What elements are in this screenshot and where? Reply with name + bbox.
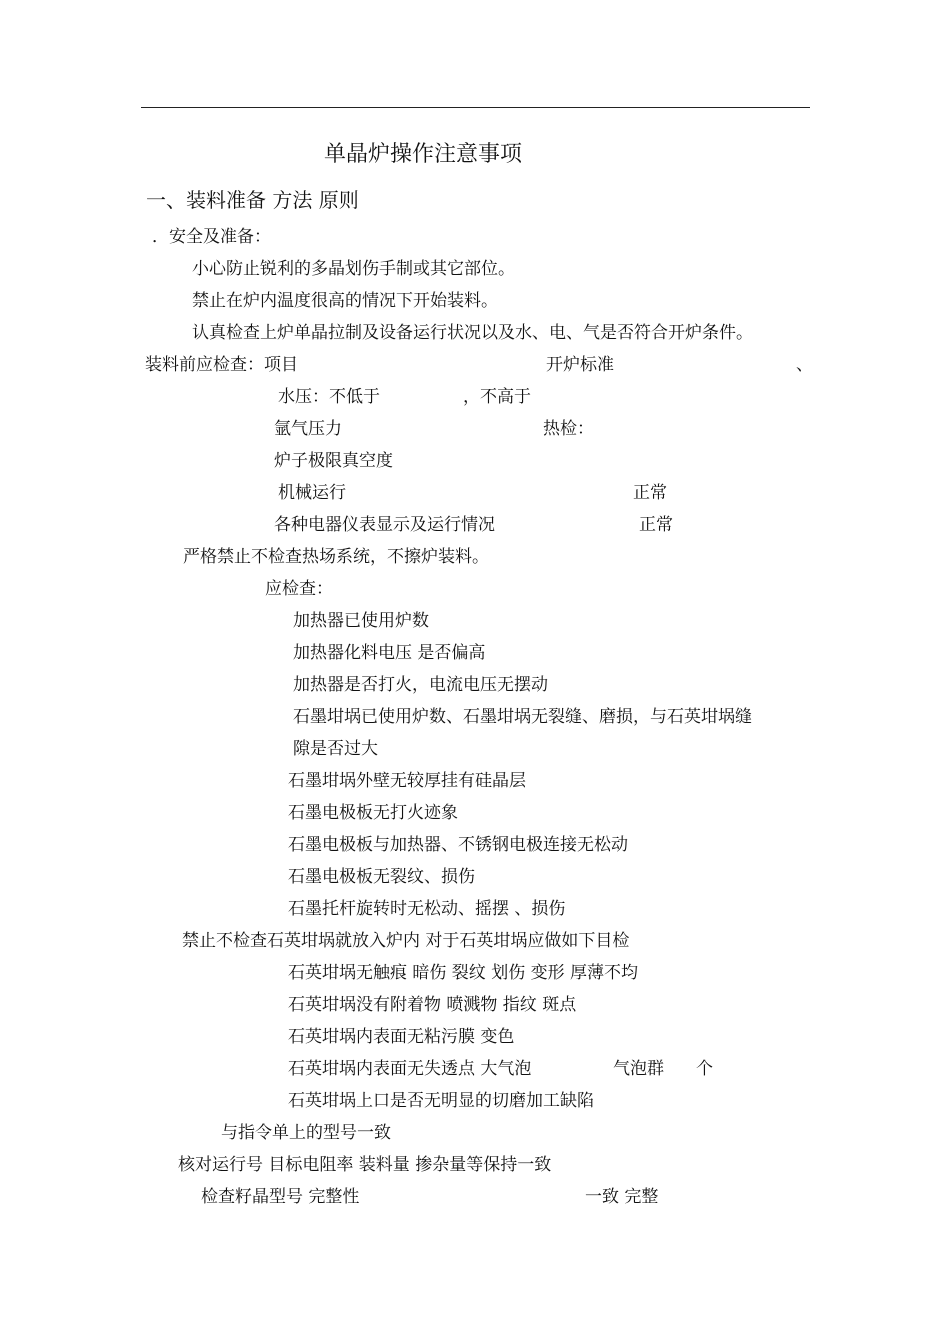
seed-result: 一致 完整 [585, 1187, 659, 1207]
graphite-check-item: 石墨托杆旋转时无松动、摇摆 、损伤 [288, 899, 566, 919]
quartz-intro: 禁止不检查石英坩埚就放入炉内 对于石英坩埚应做如下目检 [182, 931, 630, 951]
water-pressure-max: ，不高于 [463, 387, 531, 407]
quartz-edge-check: 石英坩埚上口是否无明显的切磨加工缺陷 [288, 1091, 594, 1111]
check-item: 隙是否过大 [293, 739, 378, 759]
quartz-check-item: 石英坩埚内表面无粘污膜 变色 [288, 1027, 515, 1047]
check-item: 加热器是否打火，电流电压无摆动 [293, 675, 548, 695]
check-item: 加热器已使用炉数 [293, 611, 429, 631]
strict-rule: 严格禁止不检查热场系统，不擦炉装料。 [183, 547, 489, 567]
mechanical-label: 机械运行 [278, 483, 346, 503]
quartz-bubble-check: 石英坩埚内表面无失透点 大气泡 [288, 1059, 532, 1079]
quartz-bubble-unit: 个 [696, 1059, 713, 1079]
meters-label: 各种电器仪表显示及运行情况 [274, 515, 495, 535]
quartz-check-item: 石英坩埚没有附着物 喷溅物 指纹 斑点 [288, 995, 577, 1015]
meters-status: 正常 [639, 515, 673, 535]
graphite-check-item: 石墨电极板无打火迹象 [288, 803, 458, 823]
graphite-check-item: 石墨坩埚外壁无较厚挂有硅晶层 [288, 771, 526, 791]
verify-line: 核对运行号 目标电阻率 装料量 掺杂量等保持一致 [178, 1155, 552, 1175]
precheck-comma: 、 [796, 355, 813, 375]
should-check-heading: 应检查： [265, 579, 333, 599]
mechanical-status: 正常 [633, 483, 667, 503]
quartz-bubble-group: 气泡群 [613, 1059, 664, 1079]
precheck-standard-header: 开炉标准 [546, 355, 614, 375]
model-match: 与指令单上的型号一致 [221, 1123, 391, 1143]
safety-heading: ．安全及准备： [152, 227, 271, 247]
hot-check-label: 热检： [543, 419, 594, 439]
seed-check: 检查籽晶型号 完整性 [201, 1187, 360, 1207]
quartz-check-item: 石英坩埚无触痕 暗伤 裂纹 划伤 变形 厚薄不均 [288, 963, 639, 983]
safety-item: 禁止在炉内温度很高的情况下开始装料。 [192, 291, 498, 311]
safety-item: 认真检查上炉单晶拉制及设备运行状况以及水、电、气是否符合开炉条件。 [192, 323, 753, 343]
section-heading: 一、装料准备 方法 原则 [146, 188, 359, 212]
graphite-check-item: 石墨电极板无裂纹、损伤 [288, 867, 475, 887]
vacuum-label: 炉子极限真空度 [274, 451, 393, 471]
check-item: 加热器化料电压 是否偏高 [293, 643, 486, 663]
check-item: 石墨坩埚已使用炉数、石墨坩埚无裂缝、磨损，与石英坩埚缝 [293, 707, 752, 727]
precheck-label: 装料前应检查：项目 [145, 355, 298, 375]
graphite-check-item: 石墨电极板与加热器、不锈钢电极连接无松动 [288, 835, 628, 855]
safety-item: 小心防止锐利的多晶划伤手制或其它部位。 [192, 259, 515, 279]
document-title: 单晶炉操作注意事项 [324, 142, 523, 167]
water-pressure-label: 水压：不低于 [278, 387, 380, 407]
header-rule [141, 107, 810, 108]
argon-pressure-label: 氩气压力 [274, 419, 342, 439]
